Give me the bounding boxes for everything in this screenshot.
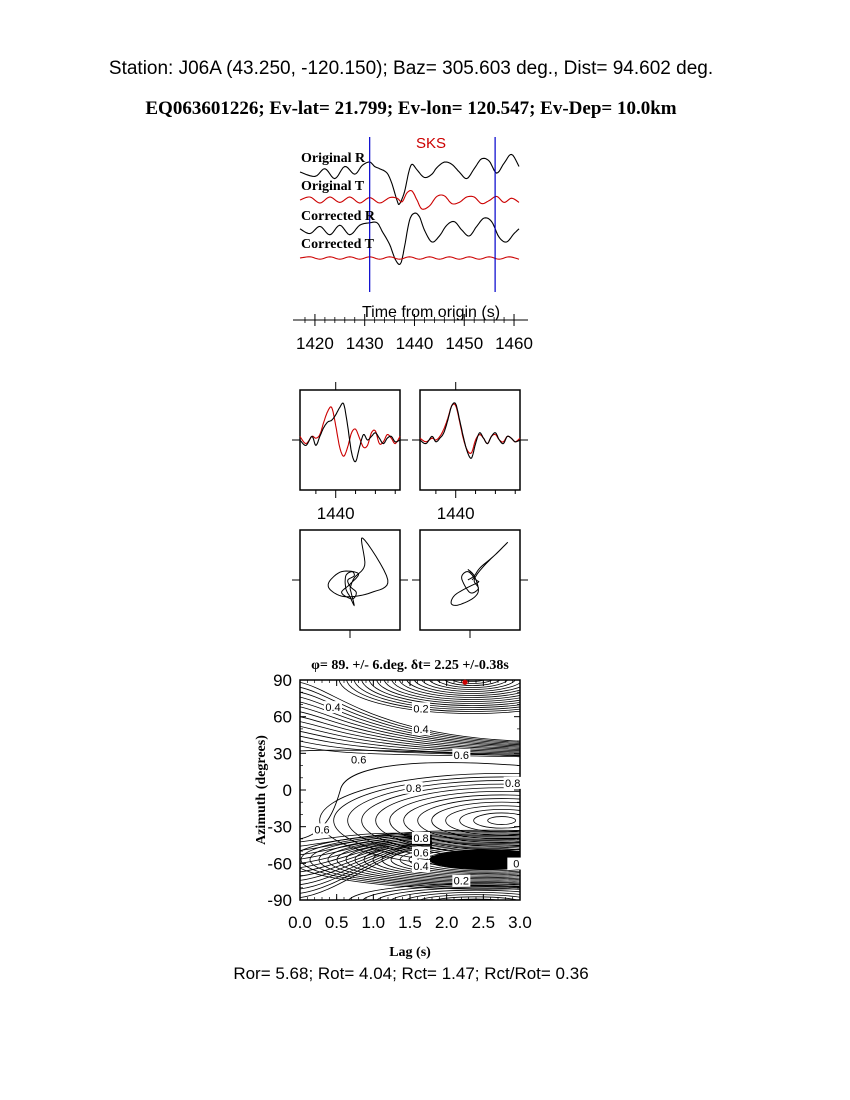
particle-motion-frame <box>300 530 400 630</box>
particle-motion-original <box>292 530 408 638</box>
radial-waveform <box>300 403 400 462</box>
particle-motion-path <box>451 542 508 605</box>
contour-label: 0.8 <box>406 782 422 795</box>
window-waveform-corrected <box>412 382 528 523</box>
energy-ratios: Ror= 5.68; Rot= 4.04; Rct= 1.47; Rct/Rot= 0.36 <box>233 964 589 983</box>
contour-line <box>404 892 548 911</box>
window-x-tick-label: 1440 <box>316 504 355 523</box>
transverse-waveform <box>300 407 400 456</box>
contour-label: 0 <box>513 858 520 871</box>
contour-label: 0.6 <box>413 847 429 860</box>
contour-line <box>390 890 562 914</box>
seismogram-x-tick-label: 1440 <box>395 334 434 353</box>
particle-motion-panels <box>292 530 528 638</box>
grid-x-tick-label: 0.0 <box>288 913 312 932</box>
contour-line <box>446 806 558 836</box>
window-x-tick-label: 1440 <box>436 504 475 523</box>
trace-label-original-t: Original T <box>301 179 365 194</box>
grid-y-axis-label: Azimuth (degrees) <box>254 735 269 845</box>
grid-y-tick-label: 60 <box>273 707 292 727</box>
contour-label: 0.4 <box>413 861 429 873</box>
best-fit-marker <box>462 680 467 685</box>
window-waveform-panels <box>292 382 528 523</box>
energy-grid-panel <box>254 643 684 961</box>
radial-waveform <box>420 403 520 459</box>
contour-label: 0.6 <box>453 749 469 762</box>
trace-label-corrected-r: Corrected R <box>301 209 375 224</box>
particle-motion-path <box>328 538 388 605</box>
contour-label: 0.6 <box>351 754 367 767</box>
contour-label: 0.2 <box>453 875 469 888</box>
grid-y-tick-label: 90 <box>273 671 292 690</box>
contour-line <box>488 817 516 825</box>
trace-label-original-r: Original R <box>301 151 366 166</box>
trace-label-corrected-t: Corrected T <box>301 237 374 252</box>
particle-motion-corrected <box>412 530 528 638</box>
contour-label: 0.4 <box>325 702 341 715</box>
contour-label: 0.2 <box>413 703 429 716</box>
grid-y-tick-label: -30 <box>267 817 292 837</box>
phase-label: SKS <box>415 135 447 152</box>
window-waveform-original <box>292 382 408 523</box>
grid-x-tick-label: 2.0 <box>434 913 459 932</box>
grid-x-tick-label: 3.0 <box>508 913 532 932</box>
contour-line <box>354 647 591 710</box>
grid-x-axis-label: Lag (s) <box>389 945 431 960</box>
seismogram-x-tick-label: 1460 <box>495 334 533 353</box>
contour-label: 0.8 <box>413 832 429 845</box>
grid-y-tick-label: -90 <box>267 891 292 910</box>
grid-title: φ= 89. +/- 6.deg. δt= 2.25 +/-0.38s <box>311 658 509 673</box>
seismogram-panel <box>293 135 533 353</box>
seismogram-x-axis-label: Time from origin (s) <box>361 304 501 321</box>
station-info: Station: J06A (43.250, -120.150); Baz= 305.603 deg., Dist= 94.602 deg. <box>108 58 714 79</box>
seismogram-x-tick-label: 1450 <box>445 334 484 353</box>
grid-x-tick-label: 2.5 <box>471 913 496 932</box>
transverse-waveform <box>420 404 520 453</box>
grid-y-tick-label: 0 <box>282 781 292 800</box>
contour-label: 0.4 <box>413 724 429 737</box>
seismogram-x-tick-label: 1420 <box>296 334 334 353</box>
grid-x-tick-label: 1.0 <box>361 913 386 932</box>
grid-x-tick-label: 0.5 <box>324 913 349 932</box>
grid-y-tick-label: 30 <box>273 744 292 764</box>
trace-corrected-t <box>300 257 519 259</box>
grid-y-tick-label: -60 <box>267 854 292 874</box>
grid-x-tick-label: 1.5 <box>398 913 422 932</box>
event-info: EQ063601226; Ev-lat= 21.799; Ev-lon= 120.547; Ev-Dep= 10.0km <box>145 98 677 119</box>
seismogram-x-tick-label: 1430 <box>345 334 384 353</box>
contour-label: 0.6 <box>314 824 330 837</box>
contour-line <box>339 643 606 714</box>
contour-line <box>466 677 478 680</box>
contour-label: 0.8 <box>505 777 521 790</box>
contour-line <box>474 813 530 828</box>
